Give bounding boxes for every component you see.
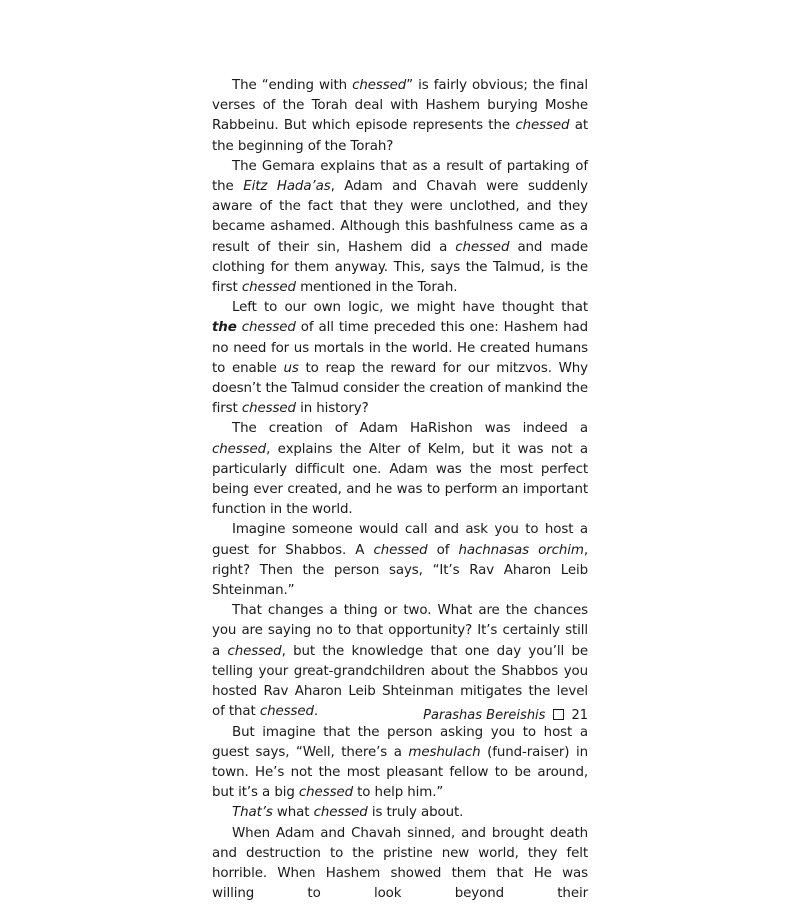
italic-term: That’s bbox=[232, 805, 273, 821]
italic-term: chessed bbox=[212, 441, 267, 457]
paragraph bbox=[212, 157, 588, 298]
text-run: to reap the reward for our mitzvos. Why doesn’t the Talmud consider the creation of mankind the first bbox=[212, 360, 588, 417]
italic-term: chessed bbox=[515, 118, 570, 134]
text-run: to help him.” bbox=[353, 785, 444, 801]
page-number: 21 bbox=[571, 708, 588, 723]
text-run: in history? bbox=[295, 401, 369, 417]
italic-term: chessed bbox=[259, 704, 314, 720]
text-run: ” is fairly obvious; the final verses of the Torah deal with Hashem burying Moshe Rabbeinu. But which episode represents the bbox=[212, 78, 588, 134]
text-run: mentioned in the Torah. bbox=[295, 280, 458, 296]
text-run: But imagine that the person asking you to host a guest says, “Well, there’s a bbox=[212, 724, 588, 760]
italic-term: chessed bbox=[241, 280, 296, 296]
italic-term: hachnasas orchim bbox=[458, 542, 584, 558]
text-run: When Adam and Chavah sinned, and brought death and destruction to the pristine new world, they felt horrible. When Hashem showed them that He was willing to look beyond their bbox=[212, 825, 588, 902]
paragraph bbox=[212, 520, 588, 601]
paragraph bbox=[212, 298, 588, 419]
text-run: , right? Then the person says, “It’s Rav Aharon Leib Shteinman.” bbox=[212, 542, 588, 599]
text-run: at the beginning of the Torah? bbox=[212, 118, 588, 154]
emphasized-term: the bbox=[212, 320, 237, 336]
page-body-text bbox=[212, 76, 588, 904]
italic-term: us bbox=[283, 360, 299, 376]
running-head: Parashas Bereishis bbox=[423, 708, 546, 723]
italic-term: meshulach bbox=[408, 744, 481, 760]
italic-term: chessed bbox=[227, 643, 282, 659]
text-run: of bbox=[427, 542, 459, 558]
text-run: Imagine someone would call and ask you to host a guest for Shabbos. A bbox=[212, 522, 588, 558]
italic-term: chessed bbox=[241, 320, 296, 336]
italic-term: chessed bbox=[298, 785, 353, 801]
text-run: (fund-raiser) in town. He’s not the most pleasant fellow to be around, but it’s a big bbox=[212, 744, 588, 801]
paragraph bbox=[212, 601, 588, 722]
text-run: what bbox=[272, 805, 314, 821]
italic-term: chessed bbox=[313, 805, 368, 821]
italic-term: chessed bbox=[352, 78, 407, 93]
text-run: , explains the Alter of Kelm, but it was not a particularly difficult one. Adam was the most perfect being ever created, and he was to perform an important function in the world. bbox=[212, 441, 588, 518]
italic-term: chessed bbox=[455, 239, 510, 255]
text-run: Left to our own logic, we might have thought that bbox=[232, 300, 588, 316]
page-footer bbox=[212, 706, 588, 726]
text-run: The Gemara explains that as a result of partaking of the bbox=[212, 158, 588, 195]
text-run: That changes a thing or two. What are the chances you are saying no to that opportunity? It’s certainly still a bbox=[212, 603, 588, 659]
paragraph bbox=[212, 76, 588, 157]
italic-term: chessed bbox=[373, 542, 428, 558]
text-run: is truly about. bbox=[367, 805, 464, 821]
paragraph bbox=[212, 723, 588, 804]
text-run: and made clothing for them anyway. This, says the Talmud, is the first bbox=[212, 239, 589, 296]
paragraph bbox=[212, 824, 588, 904]
text-run: The creation of Adam HaRishon was indeed a bbox=[232, 421, 588, 437]
text-run: , Adam and Chavah were suddenly aware of the fact that they were unclothed, and they became ashamed. Although this bashfulness came as a result of their sin, Hashem did a bbox=[212, 179, 588, 255]
paragraph bbox=[212, 419, 588, 520]
text-run: , but the knowledge that one day you’ll be telling your great-grandchildren about the Shabbos you hosted Rav Aharon Leib Shteinman mitigates the level of that bbox=[212, 643, 588, 720]
separator-box-icon bbox=[553, 709, 564, 720]
italic-term: Eitz Hada’as bbox=[243, 179, 331, 195]
paragraph bbox=[212, 803, 588, 823]
italic-term: chessed bbox=[241, 401, 296, 417]
text-run: The “ending with bbox=[232, 78, 353, 93]
text-run: . bbox=[313, 704, 319, 720]
text-run: of all time preceded this one: Hashem had no need for us mortals in the world. He created humans to enable bbox=[212, 320, 588, 376]
